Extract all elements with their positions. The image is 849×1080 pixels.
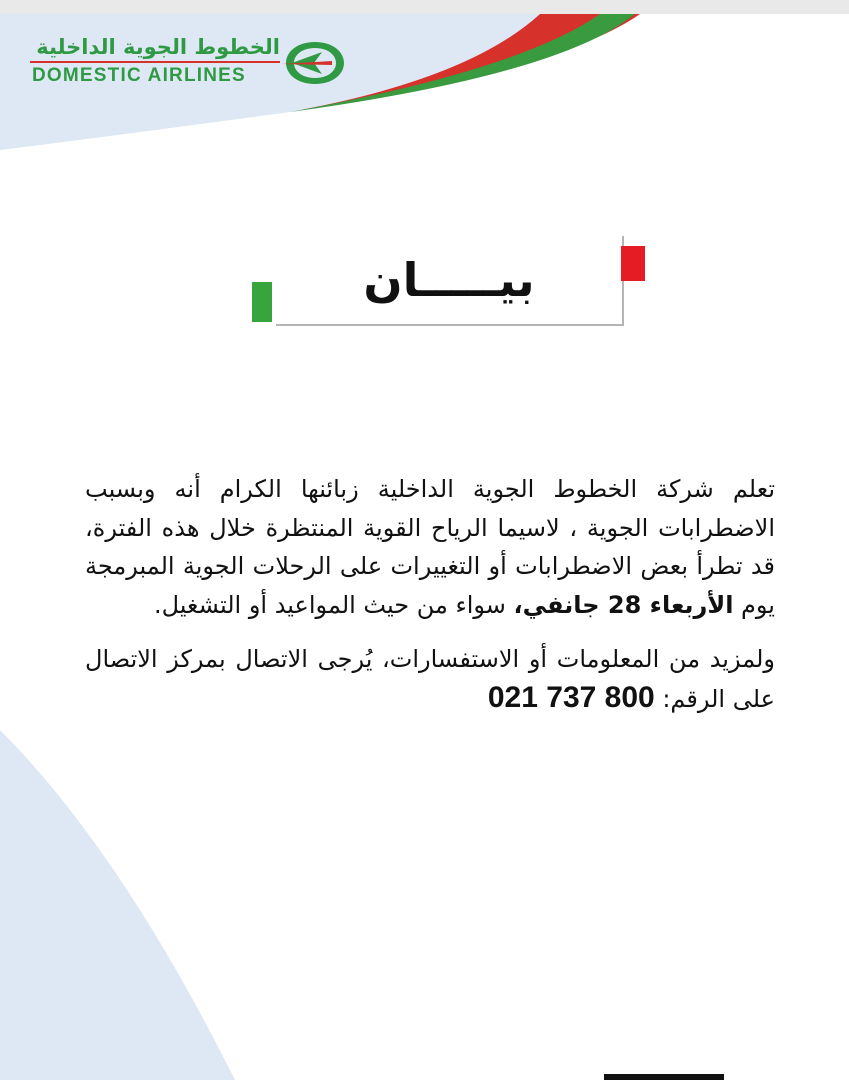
paragraph-1-text: تعلم شركة الخطوط الجوية الداخلية زبائنها الكرام أنه وبسبب الاضطرابات الجوية ، لاسيما الرياح القوية المنتظرة خلال هذه الفترة، قد تطرأ بعض الاضطرابات أو التغييرات على الرحلات الجوية المبرمجة يوم	[85, 475, 775, 619]
airline-logo	[30, 34, 360, 90]
notice-title: بيـــــان	[363, 253, 535, 307]
call-center-phone[interactable]: 021 737 800	[487, 680, 655, 714]
paragraph-2-text: ولمزيد من المعلومات أو الاستفسارات، يُرجى الاتصال بمركز الاتصال على الرقم:	[85, 645, 775, 713]
logo-english-name: DOMESTIC AIRLINES	[32, 65, 246, 86]
logo-arabic-name: الخطوط الجوية الداخلية	[36, 35, 280, 59]
green-accent-square	[252, 282, 272, 322]
notice-body	[85, 470, 775, 718]
paragraph-1	[85, 470, 775, 624]
airline-emblem-icon	[282, 38, 348, 88]
logo-divider	[30, 61, 280, 63]
bottom-bar	[604, 1074, 724, 1080]
flight-date: الأربعاء 28 جانفي،	[513, 590, 734, 619]
paragraph-2	[85, 640, 775, 718]
red-accent-square	[621, 246, 645, 281]
notice-title-block	[252, 236, 652, 331]
title-frame	[276, 236, 624, 326]
paragraph-1-ending: سواء من حيث المواعيد أو التشغيل.	[153, 590, 514, 619]
